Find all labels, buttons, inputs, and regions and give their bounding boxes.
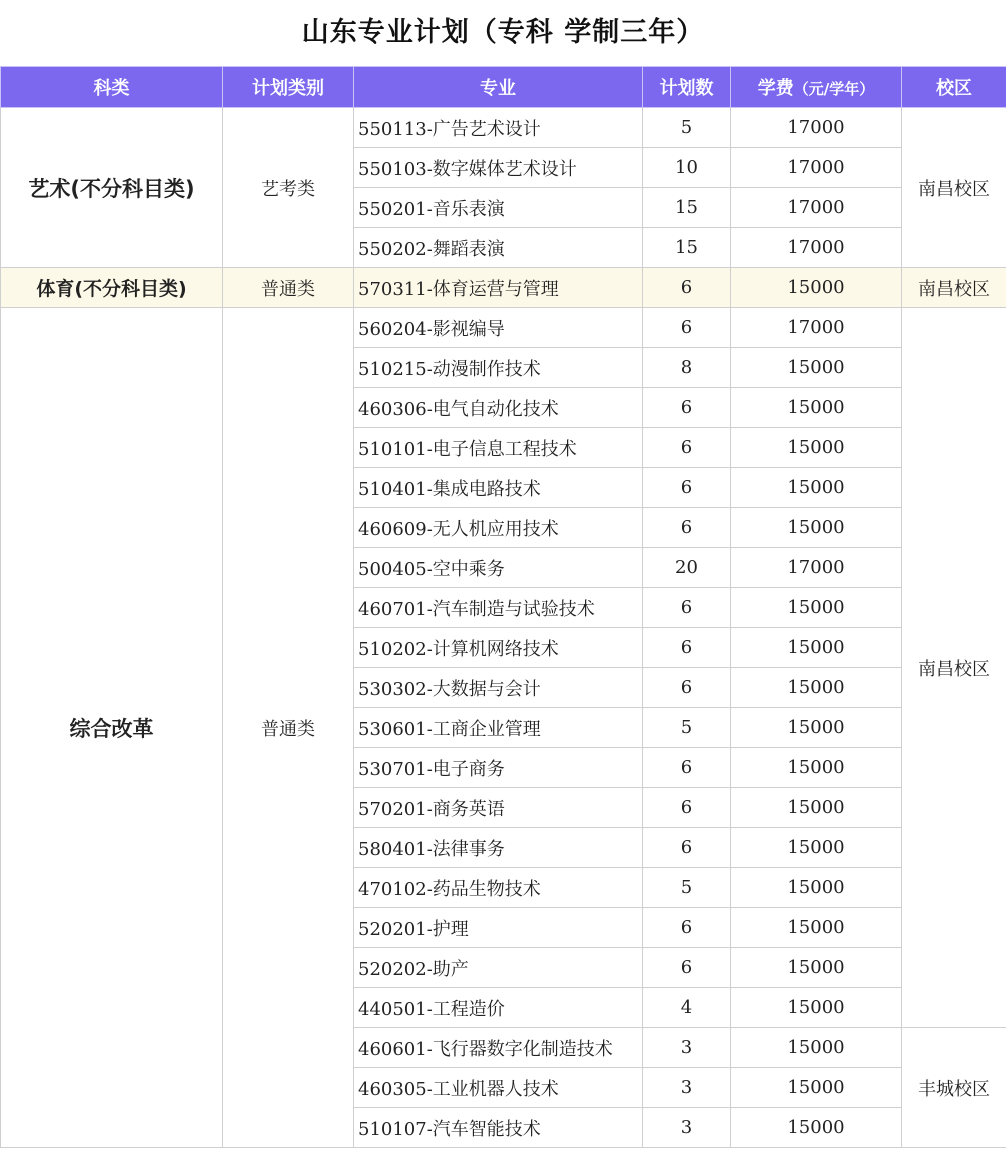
plan-type-cell: 艺考类 — [223, 108, 354, 268]
fee-cell: 17000 — [731, 188, 902, 228]
header-category: 科类 — [1, 67, 223, 108]
major-cell: 530601-工商企业管理 — [354, 708, 643, 748]
header-tuition-label: 学费 — [757, 78, 794, 99]
fee-cell: 15000 — [731, 1028, 902, 1068]
count-cell: 5 — [643, 708, 731, 748]
major-cell: 470102-药品生物技术 — [354, 868, 643, 908]
fee-cell: 15000 — [731, 468, 902, 508]
major-cell: 520202-助产 — [354, 948, 643, 988]
count-cell: 20 — [643, 548, 731, 588]
major-cell: 500405-空中乘务 — [354, 548, 643, 588]
fee-cell: 15000 — [731, 988, 902, 1028]
fee-cell: 15000 — [731, 1108, 902, 1148]
count-cell: 6 — [643, 668, 731, 708]
fee-cell: 17000 — [731, 108, 902, 148]
count-cell: 5 — [643, 868, 731, 908]
table-header-row — [1, 67, 1006, 108]
count-cell: 6 — [643, 428, 731, 468]
count-cell: 8 — [643, 348, 731, 388]
fee-cell: 15000 — [731, 508, 902, 548]
fee-cell: 15000 — [731, 588, 902, 628]
header-campus: 校区 — [902, 67, 1006, 108]
fee-cell: 17000 — [731, 548, 902, 588]
major-cell: 510401-集成电路技术 — [354, 468, 643, 508]
fee-cell: 15000 — [731, 388, 902, 428]
count-cell: 6 — [643, 748, 731, 788]
count-cell: 6 — [643, 788, 731, 828]
major-cell: 510202-计算机网络技术 — [354, 628, 643, 668]
category-cell: 综合改革 — [1, 308, 223, 1148]
fee-cell: 15000 — [731, 828, 902, 868]
major-cell: 570201-商务英语 — [354, 788, 643, 828]
count-cell: 6 — [643, 628, 731, 668]
major-cell: 530302-大数据与会计 — [354, 668, 643, 708]
count-cell: 6 — [643, 588, 731, 628]
fee-cell: 15000 — [731, 908, 902, 948]
major-cell: 460609-无人机应用技术 — [354, 508, 643, 548]
fee-cell: 15000 — [731, 788, 902, 828]
count-cell: 6 — [643, 908, 731, 948]
count-cell: 6 — [643, 508, 731, 548]
major-cell: 550201-音乐表演 — [354, 188, 643, 228]
count-cell: 3 — [643, 1108, 731, 1148]
header-tuition-unit: （元/学年） — [793, 80, 875, 98]
major-cell: 460601-飞行器数字化制造技术 — [354, 1028, 643, 1068]
major-cell: 510107-汽车智能技术 — [354, 1108, 643, 1148]
plan-type-cell: 普通类 — [223, 308, 354, 1148]
count-cell: 3 — [643, 1028, 731, 1068]
count-cell: 4 — [643, 988, 731, 1028]
fee-cell: 15000 — [731, 428, 902, 468]
fee-cell: 17000 — [731, 228, 902, 268]
fee-cell: 15000 — [731, 948, 902, 988]
major-cell: 550202-舞蹈表演 — [354, 228, 643, 268]
count-cell: 15 — [643, 228, 731, 268]
plan-table — [0, 66, 1006, 1148]
major-cell: 460701-汽车制造与试验技术 — [354, 588, 643, 628]
fee-cell: 15000 — [731, 1068, 902, 1108]
count-cell: 5 — [643, 108, 731, 148]
count-cell: 6 — [643, 268, 731, 308]
count-cell: 6 — [643, 828, 731, 868]
fee-cell: 17000 — [731, 148, 902, 188]
header-plan-type: 计划类别 — [223, 67, 354, 108]
major-cell: 440501-工程造价 — [354, 988, 643, 1028]
major-cell: 560204-影视编导 — [354, 308, 643, 348]
major-cell: 550113-广告艺术设计 — [354, 108, 643, 148]
fee-cell: 15000 — [731, 268, 902, 308]
count-cell: 15 — [643, 188, 731, 228]
campus-cell: 丰城校区 — [902, 1028, 1006, 1148]
category-cell: 艺术(不分科目类) — [1, 108, 223, 268]
count-cell: 3 — [643, 1068, 731, 1108]
plan-type-cell: 普通类 — [223, 268, 354, 308]
major-cell: 510101-电子信息工程技术 — [354, 428, 643, 468]
count-cell: 6 — [643, 948, 731, 988]
count-cell: 6 — [643, 308, 731, 348]
fee-cell: 15000 — [731, 708, 902, 748]
header-plan-count: 计划数 — [643, 67, 731, 108]
major-cell: 550103-数字媒体艺术设计 — [354, 148, 643, 188]
table-row — [1, 108, 1006, 148]
major-cell: 530701-电子商务 — [354, 748, 643, 788]
count-cell: 6 — [643, 468, 731, 508]
major-cell: 460306-电气自动化技术 — [354, 388, 643, 428]
fee-cell: 17000 — [731, 308, 902, 348]
page-title: 山东专业计划（专科 学制三年） — [301, 17, 705, 48]
table-row — [1, 268, 1006, 308]
major-cell: 520201-护理 — [354, 908, 643, 948]
major-cell: 580401-法律事务 — [354, 828, 643, 868]
fee-cell: 15000 — [731, 868, 902, 908]
campus-cell: 南昌校区 — [902, 308, 1006, 1028]
campus-cell: 南昌校区 — [902, 268, 1006, 308]
table-row — [1, 308, 1006, 348]
major-cell: 510215-动漫制作技术 — [354, 348, 643, 388]
major-cell: 570311-体育运营与管理 — [354, 268, 643, 308]
fee-cell: 15000 — [731, 628, 902, 668]
category-cell: 体育(不分科目类) — [1, 268, 223, 308]
fee-cell: 15000 — [731, 748, 902, 788]
count-cell: 6 — [643, 388, 731, 428]
fee-cell: 15000 — [731, 668, 902, 708]
count-cell: 10 — [643, 148, 731, 188]
header-tuition — [731, 67, 902, 108]
header-major: 专业 — [354, 67, 643, 108]
fee-cell: 15000 — [731, 348, 902, 388]
major-cell: 460305-工业机器人技术 — [354, 1068, 643, 1108]
campus-cell: 南昌校区 — [902, 108, 1006, 268]
